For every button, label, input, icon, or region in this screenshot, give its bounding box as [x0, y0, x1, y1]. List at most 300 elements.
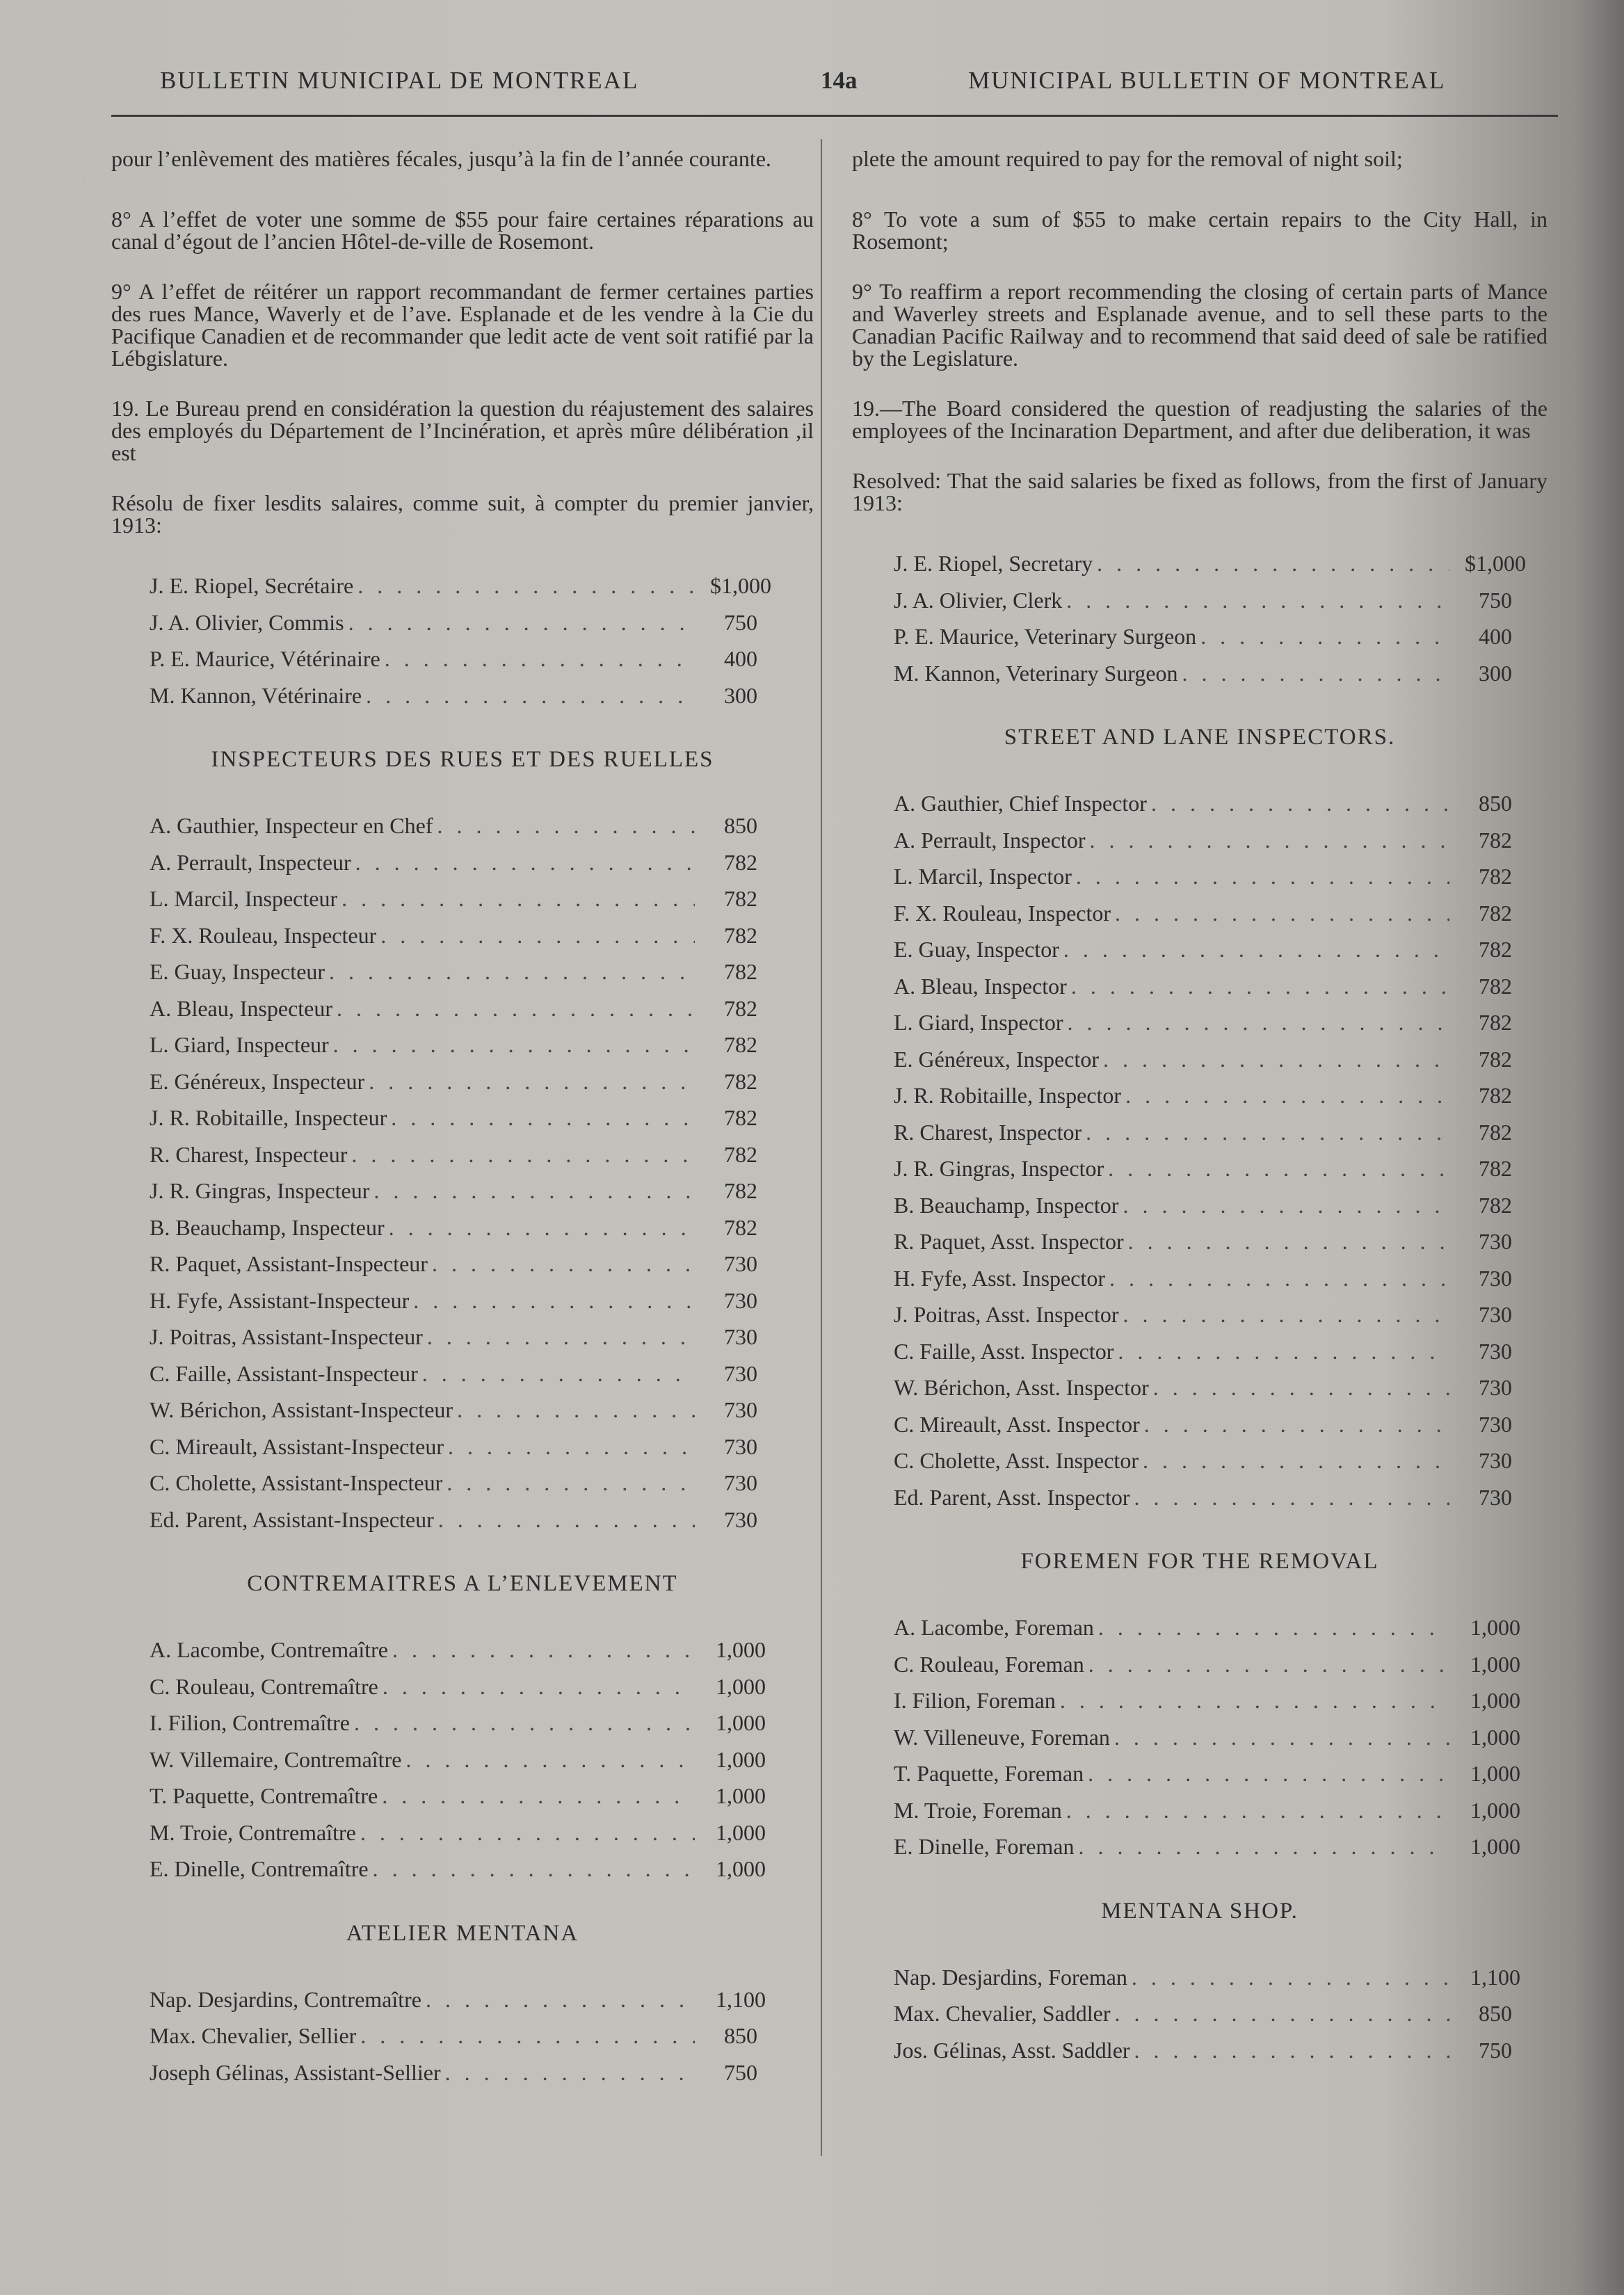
dot-leader — [1066, 1799, 1449, 1821]
salary-amount: 1,000 — [716, 1746, 766, 1772]
salary-row — [894, 662, 1537, 699]
salary-row — [894, 1194, 1537, 1231]
salary-amount: 1,000 — [1470, 1651, 1520, 1677]
salary-row — [894, 1157, 1537, 1194]
dot-leader — [1114, 1726, 1449, 1748]
paragraph: 9° To reaffirm a report recommending the closing of certain parts of Mance and Waverley streets and Esplanade avenue, and to sell these parts to the Canadian Pacific Railway and to recommend that said deed of sale be ratified by the Legislature. — [852, 279, 1547, 371]
salary-row — [150, 1399, 782, 1435]
salary-amount: 730 — [724, 1397, 757, 1422]
employee-name: A. Gauthier, Chief Inspector — [894, 791, 1147, 816]
employee-name: J. E. Riopel, Secrétaire — [150, 573, 354, 598]
salary-amount: 782 — [1479, 1119, 1512, 1145]
paragraph: 9° A l’effet de réitérer un rapport recommandant de fermer certaines parties des rues Mance, Waverly et de l’ave. Esplanade et de les vendre à la Cie du Pacifique Canadien et de recommander que ledit acte de vent soit ratifié par la Lébgislature. — [111, 279, 814, 371]
french-column — [111, 147, 814, 2097]
salary-amount: 782 — [724, 1105, 757, 1130]
header-rule — [111, 115, 1558, 117]
salary-row — [150, 1858, 782, 1894]
salary-row — [894, 1616, 1537, 1653]
salary-amount: 782 — [1479, 937, 1512, 962]
salary-amount: 1,000 — [1470, 1688, 1520, 1713]
salary-amount: 782 — [724, 1032, 757, 1057]
dot-leader — [341, 887, 695, 910]
salary-amount: 782 — [1479, 1046, 1512, 1072]
salary-row — [894, 938, 1537, 975]
section-heading: FOREMEN FOR THE REMOVAL — [1020, 1549, 1379, 1574]
dot-leader — [1086, 1121, 1449, 1143]
employee-name: C. Mireault, Asst. Inspector — [894, 1411, 1140, 1437]
dot-leader — [1108, 1157, 1449, 1179]
dot-leader — [1089, 829, 1449, 851]
salary-row — [150, 1435, 782, 1472]
salary-row — [150, 1675, 782, 1712]
salary-amount: 730 — [1479, 1484, 1512, 1510]
salary-amount: 730 — [724, 1433, 757, 1459]
salary-amount: 1,000 — [716, 1819, 766, 1845]
dot-leader — [389, 1216, 695, 1239]
salary-row — [894, 1376, 1537, 1413]
employee-name: C. Cholette, Assistant-Inspecteur — [150, 1470, 443, 1495]
dot-leader — [1144, 1413, 1449, 1435]
employee-name: J. A. Olivier, Commis — [150, 609, 344, 635]
salary-amount: 782 — [724, 959, 757, 984]
salary-amount: 730 — [1479, 1229, 1512, 1254]
salary-row — [150, 1785, 782, 1821]
employee-name: J. Poitras, Asst. Inspector — [894, 1302, 1119, 1327]
salary-amount: 782 — [1479, 1083, 1512, 1108]
salary-row — [150, 960, 782, 997]
salary-amount: 782 — [724, 1178, 757, 1203]
salary-row — [150, 851, 782, 888]
salary-row — [150, 2061, 782, 2098]
salary-row — [150, 1033, 782, 1070]
section-heading: ATELIER MENTANA — [346, 1920, 579, 1946]
salary-amount: 1,000 — [716, 1710, 766, 1735]
paragraph: Resolved: That the said salaries be fixed as follows, from the first of January 1913: — [852, 468, 1547, 515]
dot-leader — [1182, 662, 1449, 684]
employee-name: L. Marcil, Inspector — [894, 864, 1072, 889]
salary-row — [894, 1653, 1537, 1690]
dot-leader — [405, 1748, 695, 1771]
employee-name: M. Troie, Contremaître — [150, 1819, 356, 1845]
salary-amount: 730 — [1479, 1375, 1512, 1400]
dot-leader — [1134, 1486, 1450, 1508]
salary-amount: 730 — [1479, 1338, 1512, 1364]
employee-name: C. Faille, Asst. Inspector — [894, 1338, 1114, 1364]
salary-row — [150, 1988, 782, 2025]
employee-name: R. Charest, Inspecteur — [150, 1141, 348, 1167]
salary-row — [894, 1303, 1537, 1340]
employee-name: J. R. Robitaille, Inspecteur — [150, 1105, 387, 1130]
dot-leader — [1123, 1303, 1449, 1326]
dot-leader — [448, 1435, 695, 1458]
salary-amount: 750 — [724, 609, 757, 635]
salary-amount: 750 — [1479, 587, 1512, 613]
dot-leader — [357, 574, 695, 597]
salary-amount: 1,100 — [716, 1986, 766, 2012]
employee-name: J. R. Robitaille, Inspector — [894, 1083, 1122, 1108]
employee-name: B. Beauchamp, Inspecteur — [150, 1214, 385, 1240]
dot-leader — [354, 1712, 695, 1734]
running-header-french: BULLETIN MUNICIPAL DE MONTREAL — [160, 67, 639, 94]
dot-leader — [1098, 1616, 1449, 1638]
salary-amount: 1,000 — [716, 1673, 766, 1699]
salary-amount: 782 — [724, 1141, 757, 1167]
salary-row — [150, 1472, 782, 1508]
salary-amount: 730 — [724, 1287, 757, 1313]
paragraph: pour l’enlèvement des matières fécales, jusqu’à la fin de l’année courante. — [111, 146, 771, 171]
salary-amount: 1,000 — [1470, 1724, 1520, 1750]
dot-leader — [355, 851, 695, 873]
salary-amount: 300 — [1479, 660, 1512, 686]
employee-name: A. Bleau, Inspector — [894, 973, 1067, 999]
employee-name: I. Filion, Foreman — [894, 1688, 1056, 1713]
salary-amount: 1,000 — [1470, 1761, 1520, 1786]
salary-row — [150, 684, 782, 721]
column-divider — [821, 139, 822, 2156]
section-heading: MENTANA SHOP. — [1101, 1898, 1299, 1924]
salary-row — [150, 1362, 782, 1399]
dot-leader — [426, 1988, 695, 2011]
salary-row — [894, 625, 1537, 662]
dot-leader — [380, 924, 695, 947]
dot-leader — [1200, 625, 1449, 647]
employee-name: W. Bérichon, Assistant-Inspecteur — [150, 1397, 453, 1422]
employee-name: C. Faille, Assistant-Inspecteur — [150, 1360, 418, 1386]
salary-row — [894, 1486, 1537, 1523]
employee-name: C. Rouleau, Foreman — [894, 1651, 1084, 1677]
section-heading: STREET AND LANE INSPECTORS. — [1004, 725, 1396, 750]
paragraph: Résolu de fixer lesdits salaires, comme suit, à compter du premier janvier, 1913: — [111, 490, 814, 538]
salary-amount: $1,000 — [1465, 551, 1526, 576]
dot-leader — [438, 1508, 695, 1531]
dot-leader — [1123, 1194, 1449, 1216]
dot-leader — [1078, 1835, 1449, 1858]
employee-name: W. Villeneuve, Foreman — [894, 1724, 1110, 1750]
dot-leader — [1128, 1230, 1449, 1253]
salary-row — [894, 552, 1537, 589]
dot-leader — [1118, 1340, 1449, 1362]
salary-list-inspectors — [894, 792, 1537, 1522]
salary-row — [150, 1326, 782, 1362]
employee-name: J. E. Riopel, Secretary — [894, 551, 1093, 576]
paragraph: 8° A l’effet de voter une somme de $55 pour faire certaines réparations au canal d’égout de l’ancien Hôtel-de-ville de Rosemont. — [111, 207, 814, 254]
salary-row — [150, 2024, 782, 2061]
salary-row — [894, 1835, 1537, 1872]
salary-list-shop — [894, 1966, 1537, 2076]
salary-amount: 782 — [724, 922, 757, 948]
dot-leader — [1125, 1084, 1449, 1106]
salary-list-foremen — [150, 1638, 782, 1894]
dot-leader — [369, 1070, 695, 1093]
employee-name: R. Paquet, Assistant-Inspecteur — [150, 1251, 428, 1276]
dot-leader — [1071, 975, 1449, 997]
dot-leader — [373, 1858, 695, 1880]
running-header-english: MUNICIPAL BULLETIN OF MONTREAL — [968, 67, 1446, 94]
salary-list-staff — [894, 552, 1537, 698]
employee-name: L. Marcil, Inspecteur — [150, 886, 338, 911]
employee-name: A. Gauthier, Inspecteur en Chef — [150, 813, 433, 838]
salary-row — [894, 1267, 1537, 1304]
dot-leader — [351, 1143, 695, 1166]
employee-name: J. R. Gingras, Inspector — [894, 1156, 1104, 1181]
employee-name: J. A. Olivier, Clerk — [894, 587, 1063, 613]
salary-row — [894, 1340, 1537, 1377]
salary-list-foremen — [894, 1616, 1537, 1872]
salary-amount: 730 — [724, 1324, 757, 1349]
salary-row — [894, 1762, 1537, 1799]
salary-row — [894, 902, 1537, 939]
salary-amount: $1,000 — [710, 573, 771, 598]
employee-name: E. Généreux, Inspecteur — [150, 1068, 365, 1094]
salary-amount: 730 — [1479, 1448, 1512, 1473]
salary-row — [150, 1821, 782, 1858]
dot-leader — [329, 960, 695, 983]
employee-name: H. Fyfe, Assistant-Inspecteur — [150, 1287, 410, 1313]
salary-amount: 1,000 — [1470, 1834, 1520, 1859]
salary-row — [894, 975, 1537, 1012]
salary-amount: 1,000 — [716, 1637, 766, 1662]
salary-row — [150, 924, 782, 961]
salary-row — [150, 1508, 782, 1545]
salary-row — [150, 611, 782, 648]
salary-amount: 782 — [724, 1068, 757, 1094]
salary-row — [150, 814, 782, 851]
salary-row — [150, 647, 782, 684]
section-heading: CONTREMAITRES A L’ENLEVEMENT — [247, 1571, 678, 1596]
dot-leader — [392, 1638, 695, 1661]
salary-amount: 300 — [724, 682, 757, 708]
employee-name: A. Lacombe, Foreman — [894, 1615, 1094, 1640]
dot-leader — [1109, 1267, 1449, 1289]
employee-name: B. Beauchamp, Inspector — [894, 1192, 1119, 1218]
salary-row — [894, 829, 1537, 866]
employee-name: C. Rouleau, Contremaître — [150, 1673, 378, 1699]
employee-name: L. Giard, Inspecteur — [150, 1032, 329, 1057]
employee-name: F. X. Rouleau, Inspecteur — [150, 922, 377, 948]
employee-name: W. Bérichon, Asst. Inspector — [894, 1375, 1149, 1400]
employee-name: P. E. Maurice, Veterinary Surgeon — [894, 624, 1197, 649]
dot-leader — [383, 1675, 695, 1698]
salary-row — [150, 1143, 782, 1180]
dot-leader — [1153, 1376, 1449, 1399]
salary-row — [150, 1070, 782, 1107]
employee-name: T. Paquette, Foreman — [894, 1761, 1084, 1786]
salary-amount: 850 — [1479, 2001, 1512, 2026]
employee-name: E. Dinelle, Contremaître — [150, 1856, 369, 1881]
salary-amount: 782 — [724, 1214, 757, 1240]
dot-leader — [427, 1326, 695, 1348]
employee-name: F. X. Rouleau, Inspector — [894, 900, 1111, 926]
salary-row — [894, 1726, 1537, 1763]
salary-amount: 782 — [1479, 864, 1512, 889]
salary-amount: 782 — [724, 995, 757, 1021]
salary-amount: 730 — [1479, 1302, 1512, 1327]
salary-row — [894, 1449, 1537, 1486]
paragraph: 19. Le Bureau prend en considération la question du réajustement des salaires des employés du Département de l’Incinération, et après mûre délibération ,il est — [111, 396, 814, 465]
employee-name: T. Paquette, Contremaître — [150, 1783, 378, 1808]
salary-amount: 730 — [1479, 1265, 1512, 1291]
salary-row — [150, 1748, 782, 1785]
salary-amount: 1,100 — [1470, 1964, 1520, 1990]
dot-leader — [457, 1399, 695, 1421]
salary-row — [894, 1011, 1537, 1048]
salary-amount: 1,000 — [1470, 1797, 1520, 1823]
salary-row — [894, 1084, 1537, 1121]
dot-leader — [1088, 1762, 1449, 1785]
salary-amount: 1,000 — [1470, 1615, 1520, 1640]
dot-leader — [1103, 1048, 1449, 1070]
salary-amount: 1,000 — [716, 1783, 766, 1808]
salary-amount: 782 — [1479, 1010, 1512, 1035]
salary-row — [894, 1413, 1537, 1450]
dot-leader — [422, 1362, 695, 1385]
dot-leader — [1076, 865, 1449, 887]
salary-amount: 400 — [1479, 624, 1512, 649]
employee-name: E. Généreux, Inspector — [894, 1046, 1099, 1072]
employee-name: E. Guay, Inspector — [894, 937, 1059, 962]
salary-row — [894, 1121, 1537, 1158]
salary-row — [894, 792, 1537, 829]
salary-row — [150, 1106, 782, 1143]
dot-leader — [373, 1179, 695, 1202]
salary-row — [894, 1689, 1537, 1726]
dot-leader — [382, 1785, 695, 1807]
salary-row — [150, 1216, 782, 1253]
salary-amount: 782 — [1479, 973, 1512, 999]
employee-name: E. Guay, Inspecteur — [150, 959, 325, 984]
employee-name: M. Kannon, Vétérinaire — [150, 682, 362, 708]
salary-list-inspectors — [150, 814, 782, 1545]
dot-leader — [437, 814, 695, 837]
salary-amount: 1,000 — [716, 1856, 766, 1881]
dot-leader — [1097, 552, 1449, 574]
dot-leader — [1115, 2002, 1449, 2024]
salary-amount: 730 — [724, 1251, 757, 1276]
paragraph: 19.—The Board considered the question of readjusting the salaries of the employees of the Incinaration Department, and after due deliberation, it was — [852, 396, 1547, 443]
salary-row — [150, 997, 782, 1034]
salary-row — [894, 1966, 1537, 2003]
salary-amount: 782 — [1479, 1192, 1512, 1218]
employee-name: R. Paquet, Asst. Inspector — [894, 1229, 1124, 1254]
salary-amount: 730 — [724, 1470, 757, 1495]
dot-leader — [1132, 1966, 1449, 1988]
dot-leader — [1063, 938, 1449, 960]
employee-name: Ed. Parent, Asst. Inspector — [894, 1484, 1130, 1510]
employee-name: C. Cholette, Asst. Inspector — [894, 1448, 1139, 1473]
dot-leader — [432, 1253, 695, 1275]
employee-name: L. Giard, Inspector — [894, 1010, 1063, 1035]
salary-amount: 782 — [1479, 900, 1512, 926]
salary-amount: 750 — [1479, 2037, 1512, 2063]
salary-row — [150, 574, 782, 611]
dot-leader — [413, 1289, 695, 1312]
employee-name: Nap. Desjardins, Foreman — [894, 1964, 1127, 1990]
employee-name: Jos. Gélinas, Asst. Saddler — [894, 2037, 1130, 2063]
salary-row — [150, 887, 782, 924]
dot-leader — [360, 1821, 695, 1844]
dot-leader — [445, 2061, 695, 2084]
dot-leader — [1151, 792, 1449, 814]
dot-leader — [385, 647, 695, 670]
paragraph: 8° To vote a sum of $55 to make certain repairs to the City Hall, in Rosemont; — [852, 207, 1547, 254]
employee-name: J. Poitras, Assistant-Inspecteur — [150, 1324, 423, 1349]
employee-name: Max. Chevalier, Saddler — [894, 2001, 1111, 2026]
employee-name: Nap. Desjardins, Contremaître — [150, 1986, 421, 2012]
employee-name: R. Charest, Inspector — [894, 1119, 1082, 1145]
salary-amount: 782 — [724, 849, 757, 875]
employee-name: M. Kannon, Veterinary Surgeon — [894, 660, 1178, 686]
dot-leader — [391, 1106, 695, 1129]
salary-row — [894, 589, 1537, 626]
salary-amount: 782 — [1479, 1156, 1512, 1181]
dot-leader — [348, 611, 695, 634]
salary-list-shop — [150, 1988, 782, 2098]
employee-name: C. Mireault, Assistant-Inspecteur — [150, 1433, 444, 1459]
salary-amount: 730 — [724, 1506, 757, 1532]
employee-name: P. E. Maurice, Vétérinaire — [150, 646, 380, 671]
employee-name: A. Bleau, Inspecteur — [150, 995, 333, 1021]
salary-amount: 730 — [724, 1360, 757, 1386]
salary-amount: 400 — [724, 646, 757, 671]
salary-row — [894, 1048, 1537, 1085]
salary-row — [150, 1289, 782, 1326]
salary-amount: 730 — [1479, 1411, 1512, 1437]
dot-leader — [1134, 2039, 1449, 2061]
dot-leader — [1066, 589, 1449, 611]
employee-name: A. Lacombe, Contremaître — [150, 1637, 388, 1662]
section-heading: INSPECTEURS DES RUES ET DES RUELLES — [211, 747, 714, 772]
employee-name: M. Troie, Foreman — [894, 1797, 1062, 1823]
salary-amount: 782 — [1479, 827, 1512, 853]
dot-leader — [1060, 1689, 1449, 1712]
salary-row — [894, 865, 1537, 902]
salary-row — [150, 1253, 782, 1289]
dot-leader — [337, 997, 695, 1020]
salary-row — [894, 1230, 1537, 1267]
paragraph: plete the amount required to pay for the removal of night soil; — [852, 146, 1403, 171]
salary-row — [894, 1799, 1537, 1836]
salary-row — [150, 1638, 782, 1675]
dot-leader — [333, 1033, 695, 1056]
salary-row — [894, 2002, 1537, 2039]
salary-amount: 782 — [724, 886, 757, 911]
dot-leader — [447, 1472, 695, 1494]
dot-leader — [1143, 1449, 1449, 1472]
employee-name: I. Filion, Contremaître — [150, 1710, 350, 1735]
employee-name: A. Perrault, Inspector — [894, 827, 1086, 853]
employee-name: W. Villemaire, Contremaître — [150, 1746, 402, 1772]
employee-name: Ed. Parent, Assistant-Inspecteur — [150, 1506, 434, 1532]
dot-leader — [366, 684, 695, 707]
dot-leader — [1067, 1011, 1449, 1033]
dot-leader — [360, 2024, 695, 2047]
employee-name: Max. Chevalier, Sellier — [150, 2023, 357, 2048]
salary-list-staff — [150, 574, 782, 720]
page-number: 14a — [821, 67, 858, 94]
salary-amount: 750 — [724, 2059, 757, 2085]
employee-name: H. Fyfe, Asst. Inspector — [894, 1265, 1105, 1291]
employee-name: Joseph Gélinas, Assistant-Sellier — [150, 2059, 441, 2085]
employee-name: J. R. Gingras, Inspecteur — [150, 1178, 370, 1203]
salary-amount: 850 — [724, 2023, 757, 2048]
salary-amount: 850 — [1479, 791, 1512, 816]
dot-leader — [1115, 902, 1449, 924]
salary-amount: 850 — [724, 813, 757, 838]
dot-leader — [1088, 1653, 1449, 1675]
salary-row — [150, 1712, 782, 1748]
english-column — [852, 147, 1547, 2075]
employee-name: E. Dinelle, Foreman — [894, 1834, 1075, 1859]
